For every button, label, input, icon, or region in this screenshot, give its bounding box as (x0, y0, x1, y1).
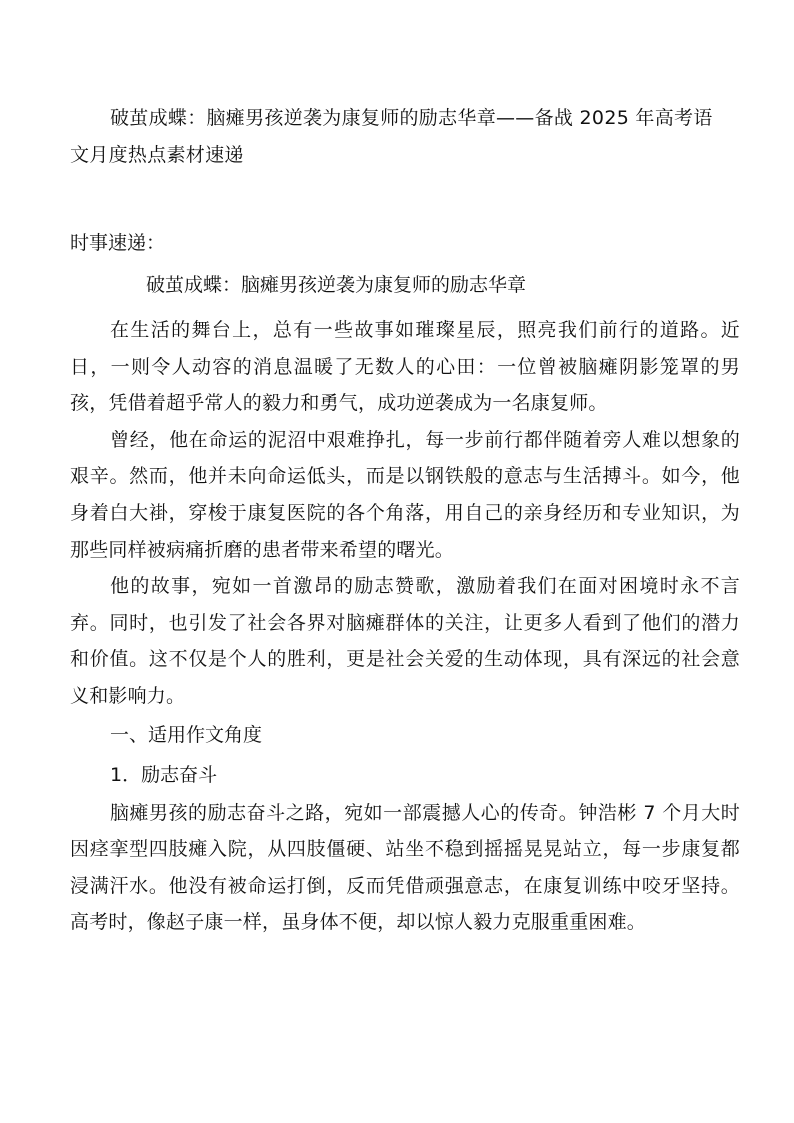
document-title: 破茧成蝶：脑瘫男孩逆袭为康复师的励志华章——备战 2025 年高考语文月度热点素材速递 (70, 107, 713, 166)
paragraph: 脑瘫男孩的励志奋斗之路，宛如一部震撼人心的传奇。钟浩彬 7 个月大时因痉挛型四肢瘫入院，从四肢僵硬、站坐不稳到摇摇晃晃站立，每一步康复都浸满汗水。他没有被命运打倒，反而凭借顽强意志，在康复训练中咬牙坚持。高考时，像赵子康一样，虽身体不便，却以惊人毅力克服重重困难。 (70, 801, 740, 934)
paragraph: 他的故事，宛如一首激昂的励志赞歌，激励着我们在面对困境时永不言弃。同时，也引发了社会各界对脑瘫群体的关注，让更多人看到了他们的潜力和价值。这不仅是个人的胜利，更是社会关爱的生动体现，具有深远的社会意义和影响力。 (70, 575, 740, 707)
subsection-heading: 1．励志奋斗 (110, 763, 218, 786)
section-label: 时事速递： (70, 232, 166, 254)
section-heading: 一、适用作文角度 (110, 723, 263, 746)
paragraph: 在生活的舞台上，总有一些故事如璀璨星辰，照亮我们前行的道路。近日，一则令人动容的消息温暖了无数人的心田：一位曾被脑瘫阴影笼罩的男孩，凭借着超乎常人的毅力和勇气，成功逆袭成为一名康复师。 (70, 319, 740, 415)
document-body (70, 312, 740, 941)
news-subtitle: 破茧成蝶：脑瘫男孩逆袭为康复师的励志华章 (146, 274, 527, 296)
paragraph: 曾经，他在命运的泥沼中艰难挣扎，每一步前行都伴随着旁人难以想象的艰辛。然而，他并未向命运低头，而是以钢铁般的意志与生活搏斗。如今，他身着白大褂，穿梭于康复医院的各个角落，用自己的亲身经历和专业知识，为那些同样被病痛折磨的患者带来希望的曙光。 (70, 428, 740, 561)
